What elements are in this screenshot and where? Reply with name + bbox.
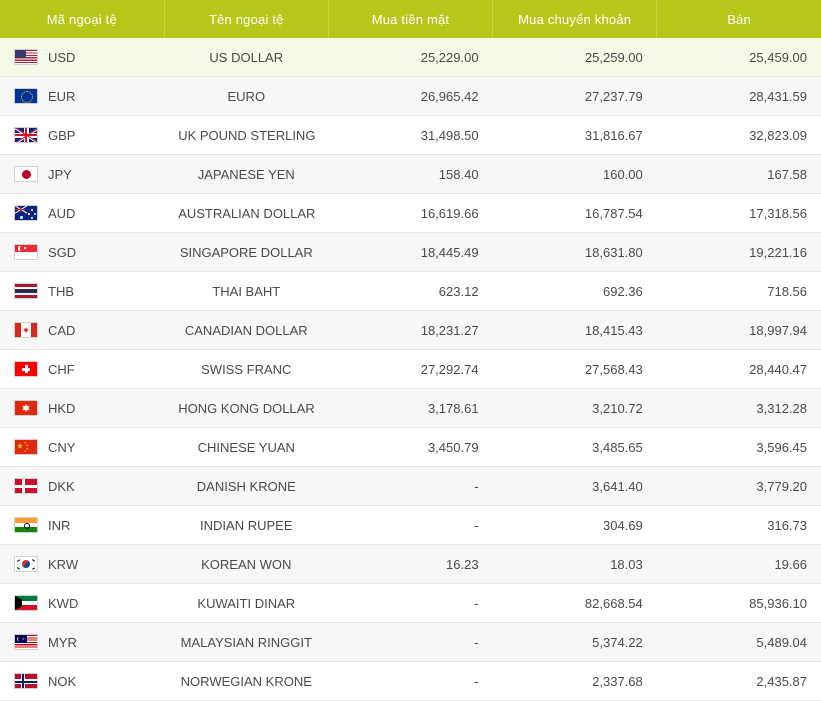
currency-code-label: CAD bbox=[48, 322, 76, 338]
currency-code-cell bbox=[0, 194, 164, 233]
table-row bbox=[0, 155, 821, 194]
currency-name-cell: MALAYSIAN RINGGIT bbox=[164, 623, 328, 662]
cash-buy-cell: 26,965.42 bbox=[328, 77, 492, 116]
currency-code-label: CNY bbox=[48, 439, 76, 455]
cash-buy-cell: 18,445.49 bbox=[328, 233, 492, 272]
transfer-buy-cell: 16,787.54 bbox=[493, 194, 657, 233]
currency-name-cell: AUSTRALIAN DOLLAR bbox=[164, 194, 328, 233]
kwd-flag-icon bbox=[14, 595, 38, 611]
krw-flag-icon bbox=[14, 556, 38, 572]
nok-flag-icon bbox=[14, 673, 38, 689]
cash-buy-cell: 3,178.61 bbox=[328, 389, 492, 428]
currency-code-cell bbox=[0, 467, 164, 506]
hkd-flag-icon bbox=[14, 400, 38, 416]
table-row bbox=[0, 233, 821, 272]
header-row bbox=[0, 0, 821, 38]
sell-cell: 32,823.09 bbox=[657, 116, 821, 155]
transfer-buy-cell: 27,568.43 bbox=[493, 350, 657, 389]
cash-buy-cell: 27,292.74 bbox=[328, 350, 492, 389]
currency-name-cell: KUWAITI DINAR bbox=[164, 584, 328, 623]
currency-code-cell bbox=[0, 38, 164, 77]
sell-cell: 167.58 bbox=[657, 155, 821, 194]
usd-flag-icon bbox=[14, 49, 38, 65]
currency-code-label: EUR bbox=[48, 88, 76, 104]
currency-code-label: NOK bbox=[48, 673, 77, 689]
transfer-buy-cell: 18.03 bbox=[493, 545, 657, 584]
table-body bbox=[0, 38, 821, 701]
currency-name-cell: HONG KONG DOLLAR bbox=[164, 389, 328, 428]
table-row bbox=[0, 545, 821, 584]
cash-buy-cell: 3,450.79 bbox=[328, 428, 492, 467]
currency-code-cell bbox=[0, 311, 164, 350]
jpy-flag-icon bbox=[14, 166, 38, 182]
sell-cell: 5,489.04 bbox=[657, 623, 821, 662]
currency-name-cell: EURO bbox=[164, 77, 328, 116]
transfer-buy-cell: 31,816.67 bbox=[493, 116, 657, 155]
myr-flag-icon bbox=[14, 634, 38, 650]
currency-code-label: SGD bbox=[48, 244, 77, 260]
transfer-buy-cell: 2,337.68 bbox=[493, 662, 657, 701]
currency-code-cell bbox=[0, 272, 164, 311]
currency-name-cell: DANISH KRONE bbox=[164, 467, 328, 506]
sell-cell: 85,936.10 bbox=[657, 584, 821, 623]
table-row bbox=[0, 428, 821, 467]
transfer-buy-cell: 5,374.22 bbox=[493, 623, 657, 662]
sell-cell: 3,312.28 bbox=[657, 389, 821, 428]
cash-buy-cell: 31,498.50 bbox=[328, 116, 492, 155]
transfer-buy-cell: 27,237.79 bbox=[493, 77, 657, 116]
cash-buy-cell: 158.40 bbox=[328, 155, 492, 194]
table-row bbox=[0, 584, 821, 623]
currency-code-label: DKK bbox=[48, 478, 75, 494]
currency-code-cell bbox=[0, 584, 164, 623]
sell-cell: 2,435.87 bbox=[657, 662, 821, 701]
table-row bbox=[0, 623, 821, 662]
currency-code-cell bbox=[0, 428, 164, 467]
cash-buy-cell: - bbox=[328, 467, 492, 506]
cash-buy-cell: - bbox=[328, 506, 492, 545]
currency-name-cell: JAPANESE YEN bbox=[164, 155, 328, 194]
currency-code-cell bbox=[0, 389, 164, 428]
currency-code-cell bbox=[0, 662, 164, 701]
transfer-buy-cell: 3,210.72 bbox=[493, 389, 657, 428]
chf-flag-icon bbox=[14, 361, 38, 377]
sgd-flag-icon bbox=[14, 244, 38, 260]
currency-name-cell: CHINESE YUAN bbox=[164, 428, 328, 467]
table-row bbox=[0, 350, 821, 389]
cash-buy-cell: - bbox=[328, 662, 492, 701]
currency-code-label: THB bbox=[48, 283, 74, 299]
cash-buy-cell: - bbox=[328, 623, 492, 662]
currency-code-cell bbox=[0, 155, 164, 194]
sell-cell: 316.73 bbox=[657, 506, 821, 545]
column-header-cash-buy: Mua tiền mặt bbox=[328, 0, 492, 38]
table-row bbox=[0, 272, 821, 311]
cash-buy-cell: 16,619.66 bbox=[328, 194, 492, 233]
eur-flag-icon bbox=[14, 88, 38, 104]
currency-name-cell: NORWEGIAN KRONE bbox=[164, 662, 328, 701]
currency-code-cell bbox=[0, 77, 164, 116]
column-header-currency-code: Mã ngoại tệ bbox=[0, 0, 164, 38]
transfer-buy-cell: 18,631.80 bbox=[493, 233, 657, 272]
transfer-buy-cell: 82,668.54 bbox=[493, 584, 657, 623]
transfer-buy-cell: 3,485.65 bbox=[493, 428, 657, 467]
currency-code-label: MYR bbox=[48, 634, 77, 650]
column-header-transfer-buy: Mua chuyển khoản bbox=[493, 0, 657, 38]
aud-flag-icon bbox=[14, 205, 38, 221]
thb-flag-icon bbox=[14, 283, 38, 299]
currency-code-label: KWD bbox=[48, 595, 79, 611]
currency-code-label: JPY bbox=[48, 166, 72, 182]
currency-code-cell bbox=[0, 350, 164, 389]
cny-flag-icon bbox=[14, 439, 38, 455]
currency-code-cell bbox=[0, 623, 164, 662]
currency-name-cell: US DOLLAR bbox=[164, 38, 328, 77]
sell-cell: 17,318.56 bbox=[657, 194, 821, 233]
currency-code-cell bbox=[0, 116, 164, 155]
table-row bbox=[0, 311, 821, 350]
cash-buy-cell: 25,229.00 bbox=[328, 38, 492, 77]
currency-code-label: CHF bbox=[48, 361, 75, 377]
transfer-buy-cell: 304.69 bbox=[493, 506, 657, 545]
sell-cell: 28,431.59 bbox=[657, 77, 821, 116]
dkk-flag-icon bbox=[14, 478, 38, 494]
table-row bbox=[0, 506, 821, 545]
transfer-buy-cell: 3,641.40 bbox=[493, 467, 657, 506]
column-header-currency-name: Tên ngoại tệ bbox=[164, 0, 328, 38]
table-row bbox=[0, 194, 821, 233]
currency-code-label: HKD bbox=[48, 400, 76, 416]
sell-cell: 19.66 bbox=[657, 545, 821, 584]
table-header bbox=[0, 0, 821, 38]
sell-cell: 3,779.20 bbox=[657, 467, 821, 506]
transfer-buy-cell: 160.00 bbox=[493, 155, 657, 194]
currency-name-cell: UK POUND STERLING bbox=[164, 116, 328, 155]
currency-code-label: INR bbox=[48, 517, 71, 533]
currency-name-cell: KOREAN WON bbox=[164, 545, 328, 584]
currency-code-label: KRW bbox=[48, 556, 79, 572]
currency-name-cell: SWISS FRANC bbox=[164, 350, 328, 389]
gbp-flag-icon bbox=[14, 127, 38, 143]
currency-name-cell: SINGAPORE DOLLAR bbox=[164, 233, 328, 272]
transfer-buy-cell: 18,415.43 bbox=[493, 311, 657, 350]
sell-cell: 25,459.00 bbox=[657, 38, 821, 77]
currency-code-label: GBP bbox=[48, 127, 76, 143]
currency-name-cell: THAI BAHT bbox=[164, 272, 328, 311]
cad-flag-icon bbox=[14, 322, 38, 338]
table-row bbox=[0, 116, 821, 155]
cash-buy-cell: 18,231.27 bbox=[328, 311, 492, 350]
inr-flag-icon bbox=[14, 517, 38, 533]
table-row bbox=[0, 77, 821, 116]
column-header-sell: Bán bbox=[657, 0, 821, 38]
transfer-buy-cell: 25,259.00 bbox=[493, 38, 657, 77]
sell-cell: 718.56 bbox=[657, 272, 821, 311]
currency-code-cell bbox=[0, 506, 164, 545]
currency-code-label: USD bbox=[48, 49, 76, 65]
sell-cell: 18,997.94 bbox=[657, 311, 821, 350]
table-row bbox=[0, 467, 821, 506]
cash-buy-cell: - bbox=[328, 584, 492, 623]
cash-buy-cell: 623.12 bbox=[328, 272, 492, 311]
sell-cell: 3,596.45 bbox=[657, 428, 821, 467]
transfer-buy-cell: 692.36 bbox=[493, 272, 657, 311]
cash-buy-cell: 16.23 bbox=[328, 545, 492, 584]
currency-code-label: AUD bbox=[48, 205, 76, 221]
currency-code-cell bbox=[0, 545, 164, 584]
sell-cell: 19,221.16 bbox=[657, 233, 821, 272]
table-row bbox=[0, 662, 821, 701]
currency-name-cell: CANADIAN DOLLAR bbox=[164, 311, 328, 350]
table-row bbox=[0, 38, 821, 77]
sell-cell: 28,440.47 bbox=[657, 350, 821, 389]
currency-code-cell bbox=[0, 233, 164, 272]
currency-name-cell: INDIAN RUPEE bbox=[164, 506, 328, 545]
table-row bbox=[0, 389, 821, 428]
